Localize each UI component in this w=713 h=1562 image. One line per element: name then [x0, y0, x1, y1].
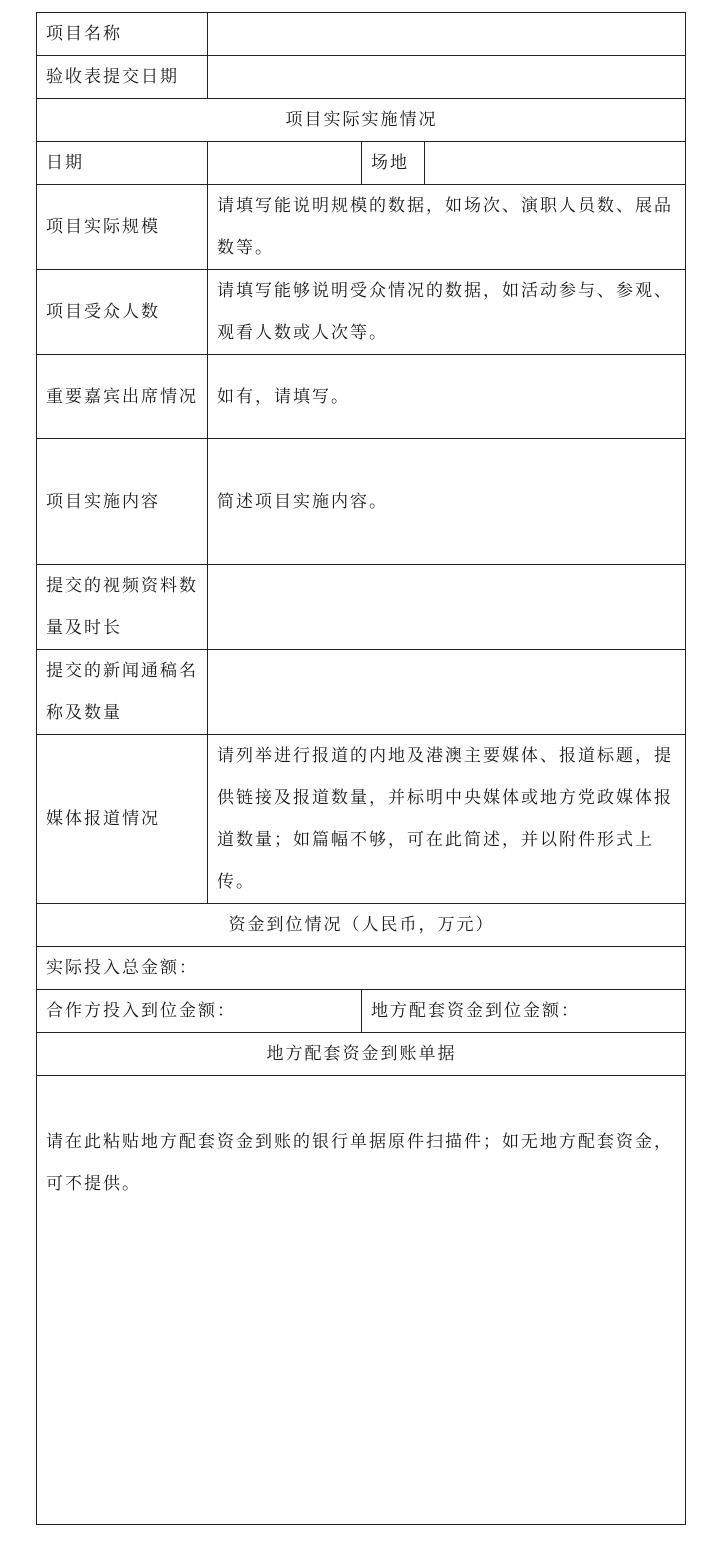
audience-row	[37, 270, 686, 355]
video-field[interactable]	[208, 565, 686, 650]
scale-label: 项目实际规模	[37, 185, 208, 270]
date-label: 日期	[37, 142, 208, 185]
venue-label: 场地	[362, 142, 425, 185]
audience-label: 项目受众人数	[37, 270, 208, 355]
news-row	[37, 650, 686, 735]
news-field[interactable]	[208, 650, 686, 735]
guests-field[interactable]: 如有，请填写。	[208, 355, 686, 439]
content-field[interactable]: 简述项目实施内容。	[208, 439, 686, 565]
receipt-paste-area[interactable]	[37, 1076, 686, 1525]
audience-field[interactable]: 请填写能够说明受众情况的数据，如活动参与、参观、观看人数或人次等。	[208, 270, 686, 355]
total-investment-field[interactable]: 实际投入总金额：	[37, 947, 686, 990]
video-label: 提交的视频资料数量及时长	[37, 565, 208, 650]
media-row	[37, 735, 686, 904]
acceptance-form-table	[36, 12, 686, 1525]
submit-date-label: 验收表提交日期	[37, 56, 208, 99]
partner-funds-field[interactable]: 合作方投入到位金额：	[37, 990, 362, 1033]
date-field[interactable]	[208, 142, 362, 185]
project-name-label: 项目名称	[37, 13, 208, 56]
project-name-field[interactable]	[208, 13, 686, 56]
section-title-funds: 资金到位情况（人民币，万元）	[37, 904, 686, 947]
date-venue-row	[37, 142, 686, 185]
funds-split-row	[37, 990, 686, 1033]
news-label: 提交的新闻通稿名称及数量	[37, 650, 208, 735]
media-label: 媒体报道情况	[37, 735, 208, 904]
scale-field[interactable]: 请填写能说明规模的数据，如场次、演职人员数、展品数等。	[208, 185, 686, 270]
content-label: 项目实施内容	[37, 439, 208, 565]
section-title-receipt: 地方配套资金到账单据	[37, 1033, 686, 1076]
guests-label: 重要嘉宾出席情况	[37, 355, 208, 439]
receipt-hint: 请在此粘贴地方配套资金到账的银行单据原件扫描件；如无地方配套资金，可不提供。	[46, 1132, 673, 1194]
media-field[interactable]: 请列举进行报道的内地及港澳主要媒体、报道标题，提供链接及报道数量，并标明中央媒体或地方党政媒体报道数量；如篇幅不够，可在此简述，并以附件形式上传。	[208, 735, 686, 904]
local-funds-field[interactable]: 地方配套资金到位金额：	[362, 990, 686, 1033]
video-row	[37, 565, 686, 650]
content-row	[37, 439, 686, 565]
guests-row	[37, 355, 686, 439]
venue-field[interactable]	[425, 142, 686, 185]
submit-date-field[interactable]	[208, 56, 686, 99]
scale-row	[37, 185, 686, 270]
submit-date-row	[37, 56, 686, 99]
project-name-row	[37, 13, 686, 56]
section-title-implementation: 项目实际实施情况	[37, 99, 686, 142]
